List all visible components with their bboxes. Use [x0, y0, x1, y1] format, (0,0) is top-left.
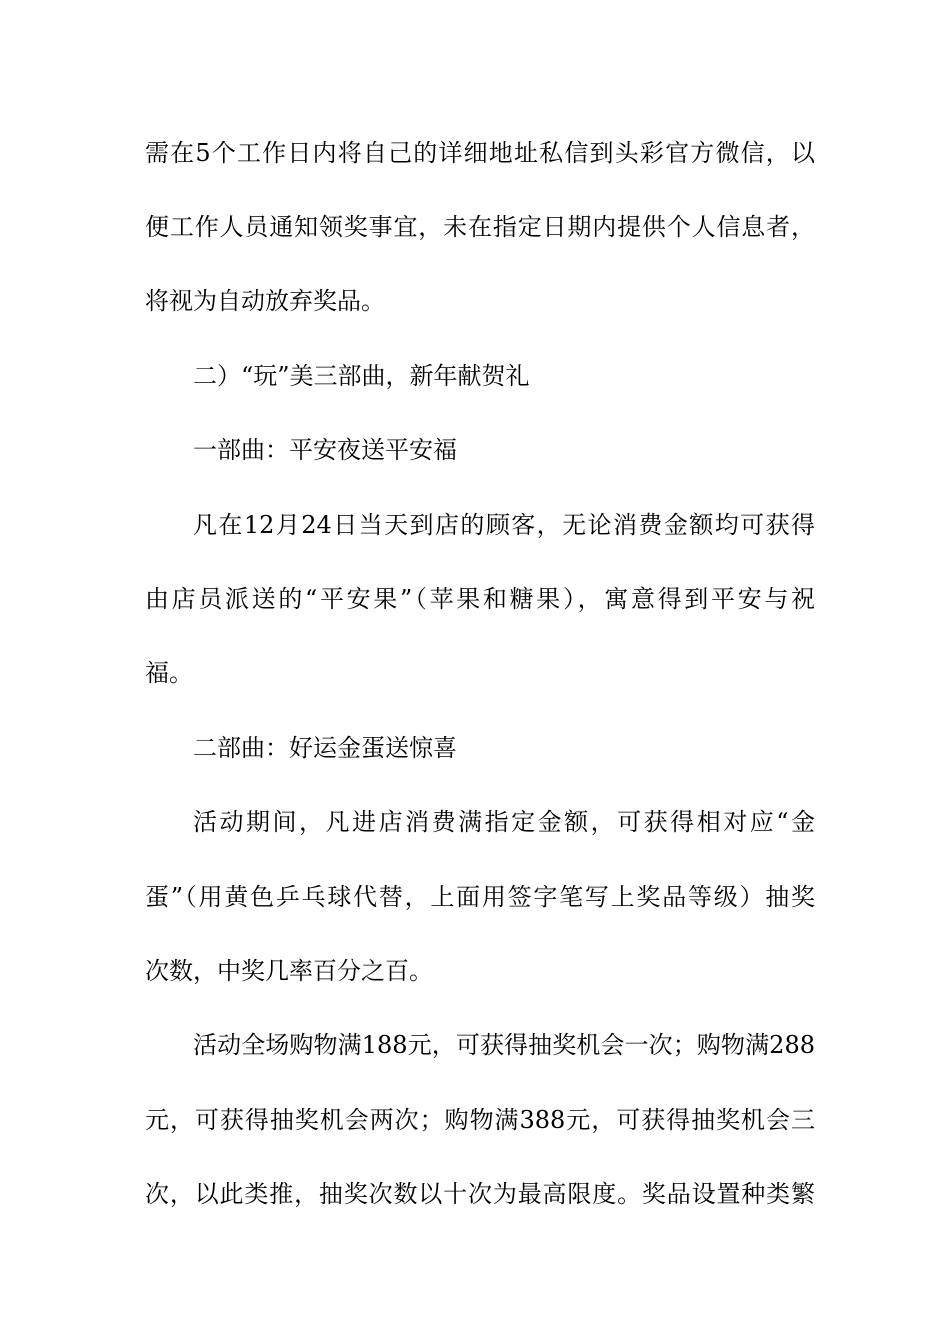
subsection-heading: 一部曲：平安夜送平安福 [193, 436, 457, 464]
subsection-heading: 二部曲：好运金蛋送惊喜 [193, 734, 457, 762]
paragraph-line: 次，以此类推，抽奖次数以十次为最高限度。奖品设置种类繁 [145, 1180, 815, 1208]
paragraph-line: 元，可获得抽奖机会两次；购物满388元，可获得抽奖机会三 [145, 1106, 815, 1134]
paragraph-line: 便工作人员通知领奖事宜，未在指定日期内提供个人信息者， [145, 213, 815, 241]
paragraph-line: 由店员派送的“平安果”（苹果和糖果），寓意得到平安与祝 [145, 585, 815, 613]
section-heading: 二）“玩”美三部曲，新年献贺礼 [193, 362, 530, 390]
paragraph-line: 福。 [145, 659, 193, 687]
paragraph-line: 将视为自动放弃奖品。 [145, 287, 385, 315]
paragraph-line: 活动全场购物满188元，可获得抽奖机会一次；购物满288 [193, 1031, 815, 1059]
paragraph-line: 蛋”（用黄色乒乓球代替，上面用签字笔写上奖品等级）抽奖 [145, 883, 815, 911]
paragraph-line: 次数，中奖几率百分之百。 [145, 957, 433, 985]
paragraph-line: 活动期间，凡进店消费满指定金额，可获得相对应“金 [193, 808, 815, 836]
paragraph-line: 凡在12月24日当天到店的顾客，无论消费金额均可获得 [193, 511, 815, 539]
paragraph-line: 需在5个工作日内将自己的详细地址私信到头彩官方微信，以 [145, 139, 815, 167]
